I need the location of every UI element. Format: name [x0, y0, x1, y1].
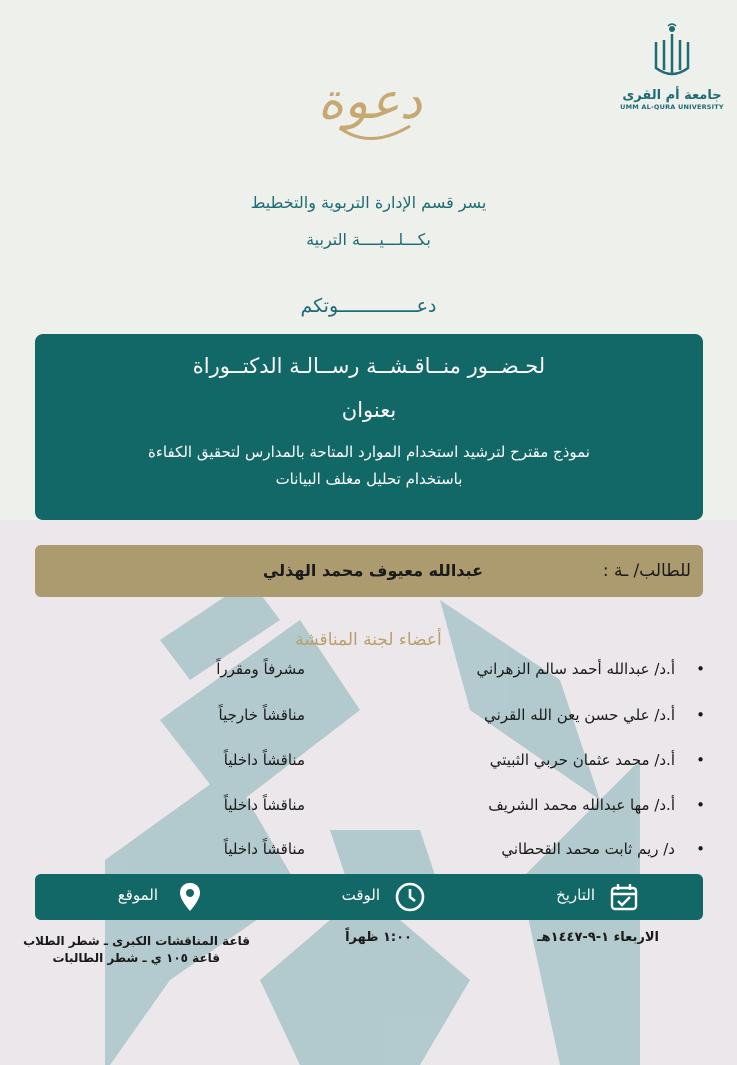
member-role: مشرفاً ومقرراً — [216, 660, 305, 678]
bullet: • — [696, 660, 705, 678]
member-role: مناقشاً خارجياً — [218, 706, 305, 724]
member-role: مناقشاً داخلياً — [223, 796, 305, 814]
invites-heading: دعــــــــــــــوتكم — [300, 295, 437, 317]
thesis-title-line2: باستخدام تحليل مغلف البيانات — [275, 470, 463, 488]
member-name: أ.د/ مها عبدالله محمد الشريف — [488, 796, 675, 814]
time-label: الوقت — [341, 886, 380, 904]
location-label: الموقع — [117, 886, 158, 904]
committee-member — [40, 706, 705, 736]
location-pin-icon — [178, 882, 202, 912]
committee-member — [40, 840, 705, 870]
university-name-ar: جامعة أم القرى — [622, 88, 722, 103]
location-line2: قاعة ١٠٥ ي ـ شطر الطالبات — [52, 951, 220, 965]
bullet: • — [696, 751, 705, 769]
student-name: عبدالله معيوف محمد الهذلي — [262, 561, 483, 580]
bullet: • — [696, 796, 705, 814]
invitation-title: دعوة — [317, 72, 423, 130]
invitation-calligraphy — [300, 50, 440, 160]
defense-purpose: لحـضــور منــاقـشــة رســالـة الدكتــوراة — [192, 354, 546, 378]
info-bar — [35, 874, 703, 920]
defense-card — [35, 334, 703, 520]
student-banner — [35, 545, 703, 597]
thesis-title-line1: نموذج مقترح لترشيد استخدام الموارد المتاحة بالمدارس لتحقيق الكفاءة — [148, 443, 590, 461]
clock-icon — [394, 881, 426, 913]
university-logo — [616, 22, 728, 111]
time-value: ١:٠٠ ظهراً — [345, 930, 412, 945]
member-name: أ.د/ محمد عثمان حربي الثبيتي — [489, 751, 675, 769]
member-name: أ.د/ علي حسن يعن الله القرني — [484, 706, 675, 724]
bullet: • — [696, 840, 705, 858]
host-college: بكـــلـــيــــة التربية — [306, 230, 431, 249]
date-label: التاريخ — [556, 886, 595, 904]
committee-title: أعضاء لجنة المناقشة — [295, 630, 442, 650]
student-label: للطالب/ ـة : — [602, 561, 691, 581]
location-line1: قاعة المناقشات الكبرى ـ شطر الطلاب — [23, 934, 250, 948]
member-role: مناقشاً داخلياً — [223, 751, 305, 769]
member-name: د/ ريم ثابت محمد القحطاني — [501, 840, 675, 858]
date-value: الاربعاء ١-٩-١٤٤٧هـ — [537, 930, 659, 945]
university-emblem-icon — [648, 22, 696, 82]
title-label: بعنوان — [341, 398, 397, 422]
committee-member — [40, 796, 705, 826]
bullet: • — [696, 706, 705, 724]
calendar-icon — [609, 882, 639, 912]
member-role: مناقشاً داخلياً — [223, 840, 305, 858]
committee-member — [40, 660, 705, 690]
university-name-en: UMM AL-QURA UNIVERSITY — [620, 103, 724, 111]
member-name: أ.د/ عبدالله أحمد سالم الزهراني — [476, 660, 675, 678]
host-department: يسر قسم الإدارة التربوية والتخطيط — [250, 193, 487, 212]
committee-member — [40, 751, 705, 781]
